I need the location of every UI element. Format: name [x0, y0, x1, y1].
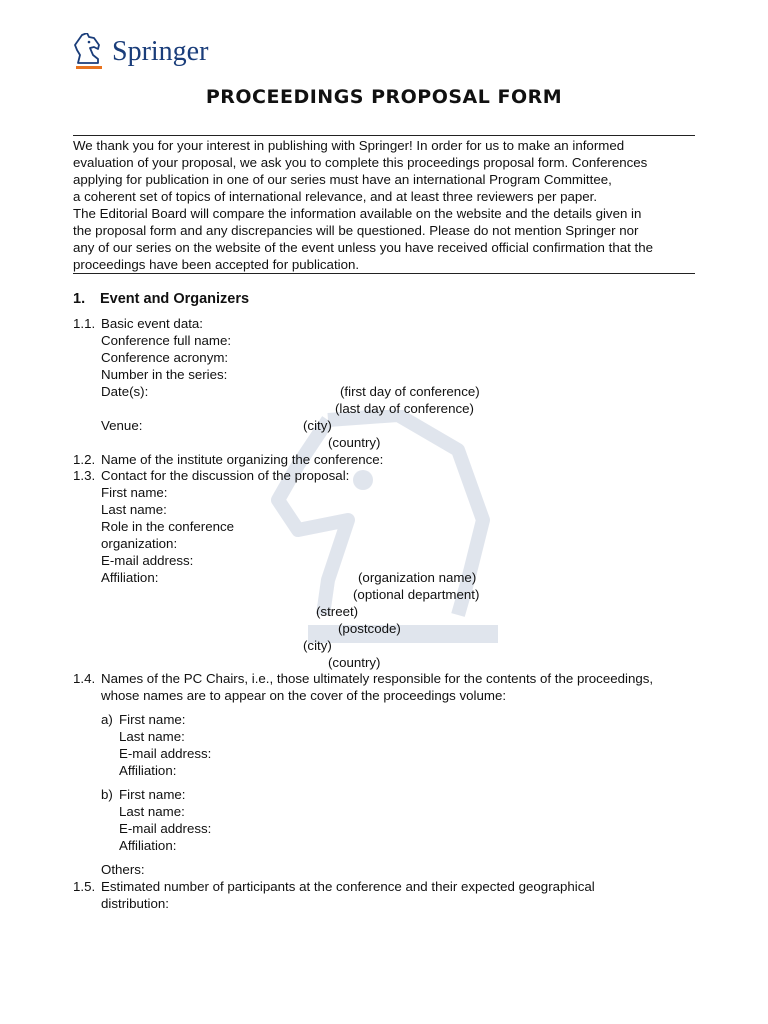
- page-title: PROCEEDINGS PROPOSAL FORM: [205, 86, 563, 108]
- intro-line: a coherent set of topics of international relevance, and at least three reviewers per paper.: [73, 189, 598, 204]
- field-hint: (city): [303, 638, 332, 653]
- field-label: First name:: [101, 485, 168, 500]
- field-label: E-mail address:: [119, 746, 212, 761]
- field-label: Last name:: [119, 729, 185, 744]
- section-title: Event and Organizers: [100, 291, 250, 307]
- bottom-rule: [73, 273, 695, 274]
- field-label: Last name:: [119, 804, 185, 819]
- item-label: Basic event data:: [101, 316, 204, 331]
- brand-name: Springer: [112, 36, 209, 67]
- field-label: Others:: [101, 862, 145, 877]
- field-label: Affiliation:: [101, 570, 159, 585]
- intro-line: any of our series on the website of the event unless you have received official confirmation that the: [73, 240, 653, 255]
- field-hint: (last day of conference): [335, 401, 474, 416]
- field-hint: (organization name): [358, 570, 477, 585]
- field-label: Last name:: [101, 502, 167, 517]
- field-label: E-mail address:: [101, 553, 194, 568]
- field-hint: (city): [303, 418, 332, 433]
- field-label: Role in the conference: [101, 519, 235, 534]
- field-label: First name:: [119, 787, 186, 802]
- field-hint: (country): [328, 435, 381, 450]
- field-label: Conference full name:: [101, 333, 232, 348]
- top-rule: [73, 135, 695, 136]
- field-label: E-mail address:: [119, 821, 212, 836]
- sub-item-label: a): [101, 712, 113, 727]
- item-number: 1.2.: [73, 452, 96, 467]
- springer-horse-logo-icon: [72, 33, 106, 71]
- item-number: 1.5.: [73, 879, 96, 894]
- item-label: Estimated number of participants at the conference and their expected geographical: [101, 879, 595, 894]
- field-label: Date(s):: [101, 384, 149, 399]
- field-label: First name:: [119, 712, 186, 727]
- horse-watermark-icon: [268, 410, 508, 650]
- field-label: Affiliation:: [119, 763, 177, 778]
- field-label: Venue:: [101, 418, 143, 433]
- item-number: 1.3.: [73, 468, 96, 483]
- intro-line: proceedings have been accepted for publication.: [73, 257, 360, 272]
- item-label: Contact for the discussion of the proposal:: [101, 468, 350, 483]
- intro-line: applying for publication in one of our series must have an international Program Committee,: [73, 172, 612, 187]
- field-label: Number in the series:: [101, 367, 228, 382]
- intro-line: We thank you for your interest in publishing with Springer! In order for us to make an informed: [73, 138, 625, 153]
- field-label: organization:: [101, 536, 178, 551]
- intro-line: The Editorial Board will compare the information available on the website and the details given in: [73, 206, 642, 221]
- field-label: Conference acronym:: [101, 350, 229, 365]
- field-hint: (optional department): [353, 587, 480, 602]
- intro-line: the proposal form and any discrepancies will be questioned. Please do not mention Springer nor: [73, 223, 639, 238]
- field-label: Affiliation:: [119, 838, 177, 853]
- sub-item-label: b): [101, 787, 113, 802]
- item-label: Name of the institute organizing the conference:: [101, 452, 384, 467]
- item-number: 1.4.: [73, 671, 96, 686]
- intro-line: evaluation of your proposal, we ask you to complete this proceedings proposal form. Conferences: [73, 155, 648, 170]
- field-hint: (country): [328, 655, 381, 670]
- field-hint: (street): [316, 604, 359, 619]
- field-hint: (first day of conference): [340, 384, 480, 399]
- item-label: Names of the PC Chairs, i.e., those ultimately responsible for the contents of the proceedings,: [101, 671, 654, 686]
- item-label: distribution:: [101, 896, 169, 911]
- section-heading: [73, 290, 249, 308]
- field-hint: (postcode): [338, 621, 401, 636]
- item-label: whose names are to appear on the cover of the proceedings volume:: [101, 688, 507, 703]
- intro-paragraph: [73, 137, 713, 273]
- item-number: 1.1.: [73, 316, 96, 331]
- section-number: 1.: [73, 291, 86, 307]
